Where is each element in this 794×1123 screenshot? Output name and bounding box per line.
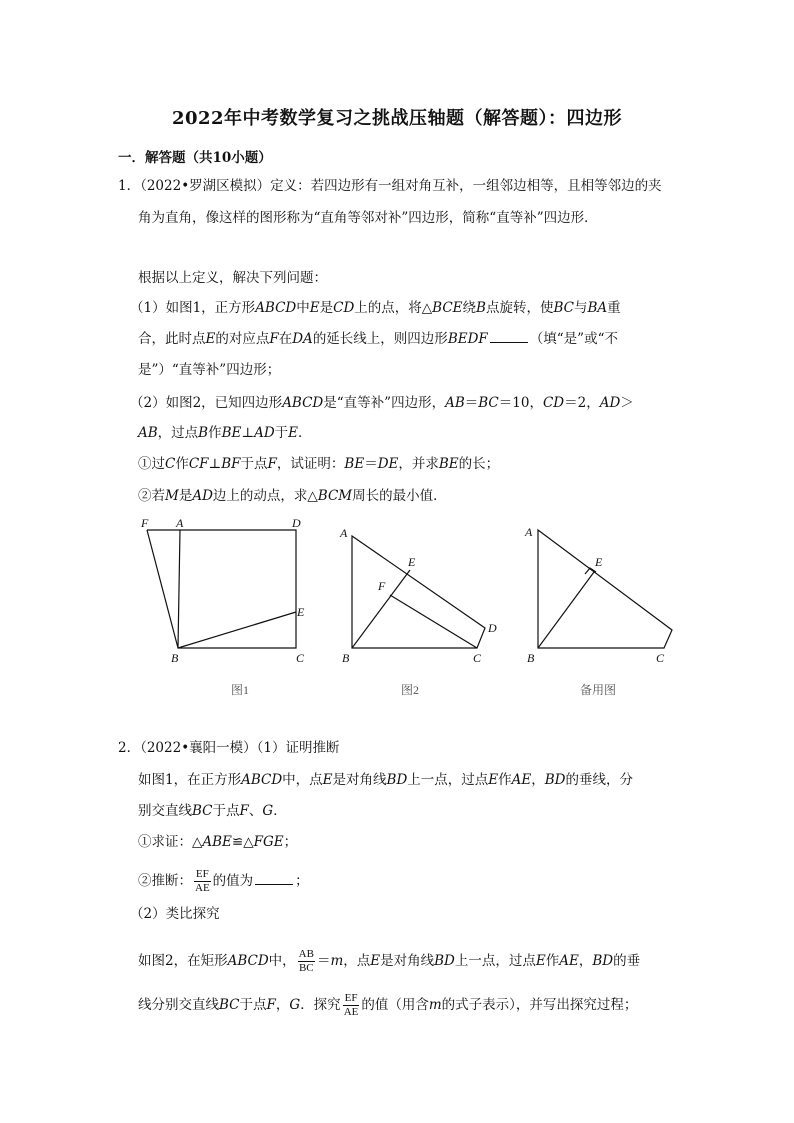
fraction-ef-ae-2: $\frac{EF}{AE}$ [343,992,359,1018]
fig2-label-e: E [408,555,416,569]
q1-part2-item-2: ②若M是AD边上的动点，求△BCM周长的最小值． [138,488,447,504]
fig2-label-a: A [340,526,348,540]
section-heading: 一．解答题（共10小题） [118,150,272,166]
fig3-caption: 备用图 [580,683,617,697]
fig1-label-d: D [292,516,301,530]
fig2-label-f: F [378,579,386,593]
fig1-label-b: B [171,651,179,665]
fraction-ef-ae: $\frac{EF}{AE}$ [195,868,210,894]
fig2-caption: 图2 [401,683,420,697]
q2-line-7: 如图2，在矩形ABCD中， $\frac{AB}{BC}$ ＝m，点E是对角线BD上一点，过点E作AE，BD的垂 [138,948,641,974]
fig1-label-c: C [296,651,305,665]
segment-be [538,572,594,648]
figure-1 [147,530,296,648]
fig3-label-e: E [595,555,603,569]
fig1-label-e: E [297,605,305,619]
fig1-caption: 图1 [231,683,250,697]
q2-line-1: 2．（2022•襄阳一模）（1）证明推断 [118,740,340,756]
quad-backup [538,530,672,648]
fig1-label-f: F [141,516,149,530]
q2-line-8: 线分别交直线BC于点F，G．探究 $\frac{EF}{AE}$ 的值（用含m的式子表示），并写出探究过程； [138,992,638,1018]
fig1-label-a: A [176,516,184,530]
q2-line-6: （2）类比探究 [130,906,220,922]
page-title: 2022年中考数学复习之挑战压轴题（解答题）：四边形 [171,108,623,129]
q2-line-2: 如图1，在正方形ABCD中，点E是对角线BD上一点，过点E作AE，BD的垂线，分 [138,772,633,788]
segment-fb [147,530,178,648]
answer-blank[interactable] [255,872,293,885]
q1-part1-line-1: （1）如图1，正方形ABCD中E是CD上的点，将△BCE绕B点旋转，使BC与BA重 [130,300,621,316]
q1-line-1: 1．（2022•罗湖区模拟）定义：若四边形有一组对角互补，一组邻边相等，且相等邻边的夹 [118,178,662,194]
fig2-label-b: B [342,651,350,665]
fig3-label-b: B [527,651,535,665]
q1-line-2: 角为直角，像这样的图形称为“直角等邻对补”四边形，简称“直等补”四边形． [138,210,598,226]
quad-abcd [352,536,485,648]
q1-part2-line-2: AB，过点B作BE⊥AD于E． [138,425,312,441]
q1-part1-line-2: 合，此时点E的对应点F在DA的延长线上，则四边形BEDF （填“是”或“不 [138,331,618,347]
segment-cf [390,595,477,648]
q1-part2-line-1: （2）如图2，已知四边形ABCD是“直等补”四边形，AB＝BC＝10，CD＝2，AD＞ [130,395,634,411]
fraction-ab-bc: $\frac{AB}{BC}$ [298,948,314,974]
q2-line-5: ②推断： $\frac{EF}{AE}$ 的值为 ； [138,868,309,894]
q1-part1-line-3: 是”）“直等补”四边形； [138,362,281,378]
q2-line-4: ①求证：△ABE≌△FGE； [138,834,298,850]
fig3-label-a: A [525,525,533,539]
fig2-label-c: C [473,651,482,665]
figure-2 [352,536,485,648]
q1-part2-item-1: ①过C作CF⊥BF于点F，试证明：BE＝DE，并求BE的长； [138,456,500,472]
fig3-label-c: C [656,651,665,665]
q2-line-3: 别交直线BC于点F、G． [138,803,287,819]
figure-3 [538,530,672,648]
fig2-label-d: D [488,621,497,635]
q1-line-3: 根据以上定义，解决下列问题： [138,270,327,286]
segment-be [178,612,296,648]
